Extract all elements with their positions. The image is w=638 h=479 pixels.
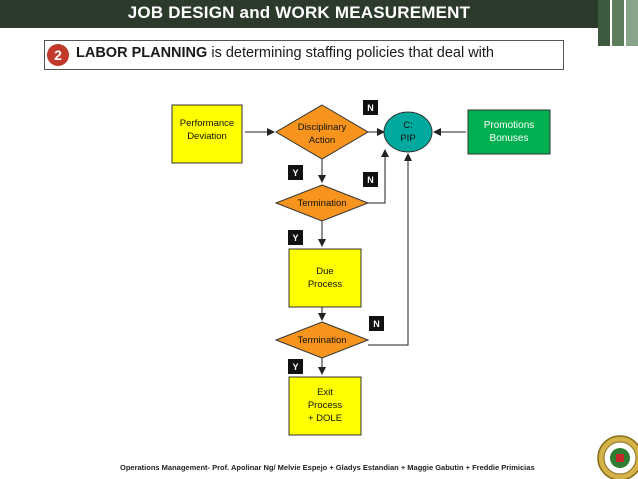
exit-process-label [289,386,361,425]
subtitle-rest: is determining staffing policies that deal with [207,45,494,61]
subtitle-bold: LABOR PLANNING [76,45,208,61]
due-process-line-1: Due [316,266,334,277]
yes-badge-termination-2: Y [288,359,303,374]
disciplinary-action-line-2: Action [308,135,336,146]
yes-badge-termination-1: Y [288,230,303,245]
yes-badge-disciplinary: Y [288,165,303,180]
performance-deviation-label [172,117,242,143]
due-process-line-2: Process [307,279,343,290]
no-badge-termination-2: N [369,316,384,331]
disciplinary-action-line-1: Disciplinary [297,122,347,133]
page-title: JOB DESIGN and WORK MEASUREMENT [127,3,471,22]
cpip-line-2: PIP [400,133,416,144]
performance-deviation-line-1: Performance [179,118,235,129]
performance-deviation-line-2: Deviation [187,131,227,142]
footer-credits: Operations Management- Prof. Apolinar Ng/ Melvie Espejo + Gladys Estandian + Maggie Gabutin + Freddie Primicias [120,463,535,472]
promotions-line-1: Promotions [483,120,535,131]
promotions-label [468,119,550,145]
termination-1-label: Termination [297,198,347,209]
due-process-label [289,265,361,291]
exit-process-line-2: Process [307,400,343,411]
cpip-label [388,119,428,145]
section-number: 2 [47,44,69,66]
university-seal-icon [594,432,638,479]
cpip-line-1: C: [403,120,413,131]
exit-process-line-1: Exit [317,387,333,398]
promotions-line-2: Bonuses [489,133,529,144]
exit-process-line-3: + DOLE [307,413,343,424]
no-badge-disciplinary: N [363,100,378,115]
disciplinary-action-label [282,121,362,147]
termination-2-label: Termination [297,335,347,346]
no-badge-termination-1: N [363,172,378,187]
